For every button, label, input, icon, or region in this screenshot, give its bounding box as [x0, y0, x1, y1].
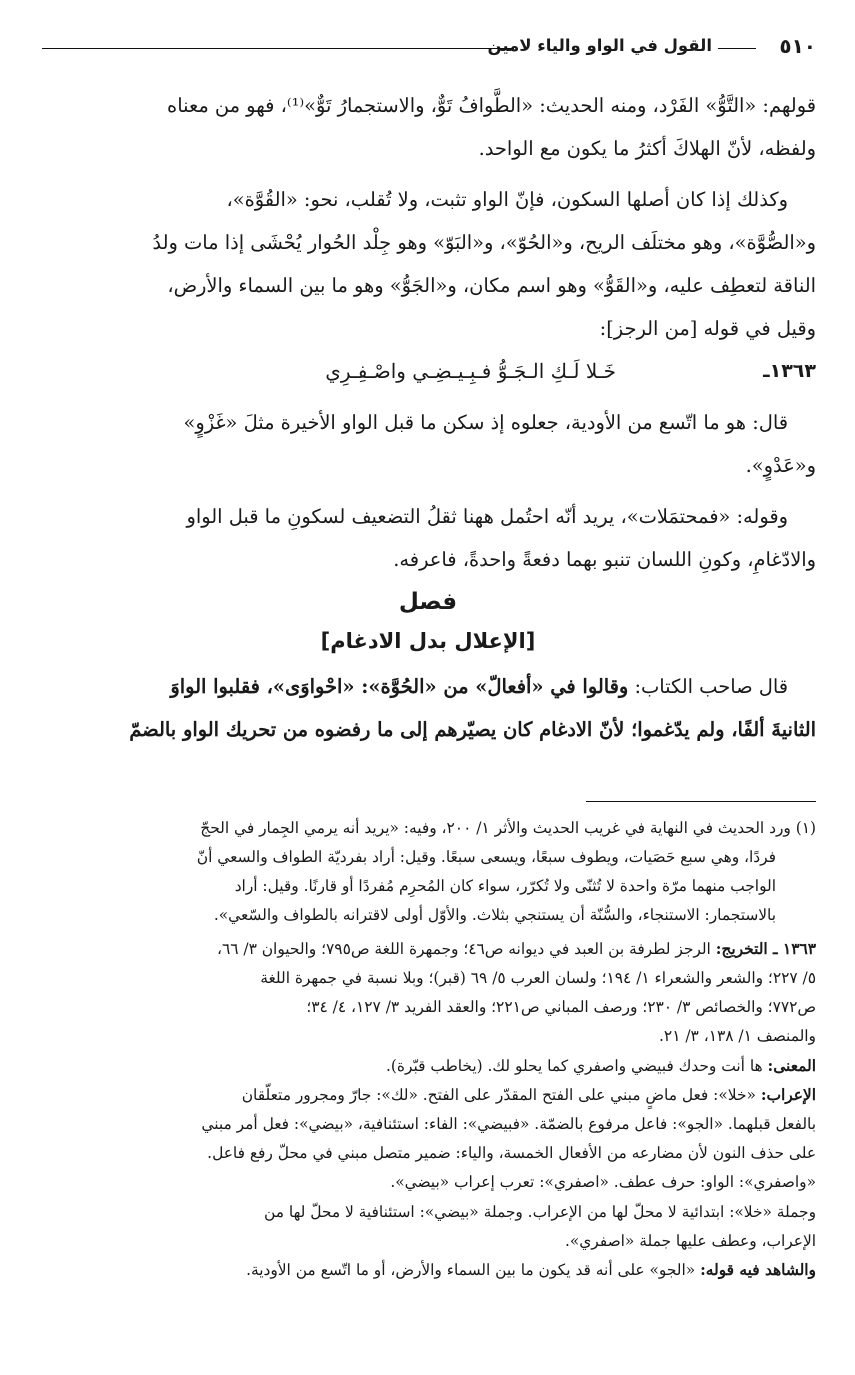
takhrij-text: الرجز لطرفة بن العبد في ديوانه ص٤٦؛ وجمهرة اللغة ص٧٩٥؛ والحيوان ٣/ ٦٦،: [216, 940, 711, 958]
text-line: قولهم: «التَّوُّ» الفَرْد، ومنه الحديث: «الطَّوافُ تَوٌّ، والاستجمارُ تَوٌّ»⁽¹⁾، فهو من معناه: [167, 94, 816, 117]
footnote-jumla: [40, 1198, 816, 1256]
text-line: و«الصُّوَّة»، وهو مختلَف الريح، و«الحُوّ»، و«البَوّ» وهو جِلْد الحُوار يُحْشَى إذا مات ولدُ: [152, 231, 816, 254]
running-header: [40, 28, 816, 72]
paragraph-3: [40, 401, 816, 487]
text-line: فردًا، وهي سبع حَصَيات، ويطوف سبعًا، ويسعى سبعًا. وقيل: أراد بفرديّة الطواف والسعي أنّ: [196, 848, 776, 866]
shahid-text: «الجو» على أنه قد يكون ما بين السماء والأرض، أو ما اتّسع من الأودية.: [246, 1261, 696, 1279]
text-line: بالفعل قبلهما. «الجو»: فاعل مرفوع بالضمّة. «فبيضي»: الفاء: استئنافية، «بيضي»: فعل أمر مبني: [201, 1115, 816, 1133]
text-line: والمنصف ١/ ١٣٨، ٣/ ٢١.: [659, 1027, 816, 1045]
text-line: الإعراب، وعطف عليها جملة «اصفري».: [564, 1232, 816, 1250]
text-line: [40, 935, 816, 964]
paragraph-4: [40, 495, 816, 581]
text-line: الثانيةَ ألفًا، ولم يدّغموا؛ لأنّ الادغام كان يصيّرهم إلى ما رفضوه من تحريك الواو بالضمّ: [129, 718, 816, 741]
section-subheading: [الإعلال بدل الادغام]: [320, 629, 536, 653]
irab-label: الإعراب:: [760, 1086, 816, 1104]
paragraph-1: [40, 84, 816, 170]
shahid-label: والشاهد فيه قوله:: [700, 1261, 816, 1279]
text-line: وقوله: «فمحتمَلات»، يريد أنّه احتُمل ههنا ثقلُ التضعيف لسكونِ ما قبل الواو: [186, 505, 788, 528]
text-line: الواجب منهما مرّة واحدة لا تُثنّى ولا تُكرّر، سواء كان المُحرِم مُفردًا أو قارنًا. وقيل: أراد: [234, 877, 776, 895]
verse-number: ١٣٦٣ـ: [763, 360, 816, 382]
verse-text: خَـلا لَـكِ الـجَـوُّ فـبِـيـضِـي واصْـفِـرِي: [325, 359, 616, 383]
takhrij-label: ١٣٦٣ ـ التخريج:: [715, 940, 816, 958]
text-line: [40, 665, 816, 708]
text-line: ٥/ ٢٢٧؛ والشعر والشعراء ١/ ١٩٤؛ ولسان العرب ٥/ ٦٩ (قبر)؛ وبلا نسبة في جمهرة اللغة: [260, 969, 816, 987]
footnote-irab: [40, 1081, 816, 1197]
page: [40, 28, 816, 1279]
text-line: على حذف النون لأن مضارعه من الأفعال الخمسة، والياء: ضمير متصل مبني في محلّ رفع فاعل.: [207, 1144, 816, 1162]
paragraph-2: [40, 178, 816, 350]
maana-text: ها أنت وحدك فبيضي واصفري كما يحلو لك. (يخاطب قبّرة).: [386, 1057, 763, 1075]
text-line: [40, 1081, 816, 1110]
footnote-maana: [40, 1052, 816, 1081]
text-line: وقيل في قوله [من الرجز]:: [599, 317, 816, 340]
section-heading: فصل: [398, 589, 458, 615]
text-line: ص٧٧٢؛ والخصائص ٣/ ٢٣٠؛ ورصف المباني ص٢٢١؛ والعقد الفريد ٣/ ١٢٧، ٤/ ٣٤؛: [306, 998, 816, 1016]
header-dash-rule: [718, 48, 756, 49]
text-line: والادّغامِ، وكونِ اللسان تنبو بهما دفعةً واحدةً، فاعرفه.: [393, 548, 816, 571]
footnote-separator: [586, 801, 816, 802]
text-line: [40, 1052, 816, 1081]
maana-label: المعنى:: [767, 1057, 816, 1075]
text-line: وجملة «خلا»: ابتدائية لا محلّ لها من الإعراب. وجملة «بيضي»: استئنافية لا محلّ لها من: [264, 1203, 816, 1221]
text-line: (١) ورد الحديث في النهاية في غريب الحديث والأثر ١/ ٢٠٠، وفيه: «يريد أنه يرمي الجِمار في الحجّ: [200, 819, 816, 837]
text-line: «واصفري»: الواو: حرف عطف. «اصفري»: تعرب إعراب «بيضي».: [390, 1173, 816, 1191]
page-number: ٥١٠: [779, 34, 816, 58]
text-line: الناقة لتعطِف عليه، و«القَوُّ» وهو اسم مكان، و«الجَوُّ» وهو ما بين السماء والأرض،: [167, 274, 816, 297]
text-line: وكذلك إذا كان أصلها السكون، فإنّ الواو تثبت، ولا تُقلب، نحو: «القُوَّة»،: [226, 188, 788, 211]
header-rule: [42, 48, 514, 49]
text-line: و«عَدْوٍ».: [745, 454, 816, 477]
irab-text: «خلا»: فعل ماضٍ مبني على الفتح المقدّر على الفتح. «لك»: جارّ ومجرور متعلّقان: [241, 1086, 756, 1104]
footnote-shahid: [40, 1256, 816, 1285]
text-line: قال: هو ما اتّسع من الأودية، جعلوه إذ سكن ما قبل الواو الأخيرة مثلَ «غَزْوٍ»: [183, 411, 788, 434]
footnote-1: [40, 814, 816, 930]
author-quote: وقالوا في «أفعالّ» من «الحُوَّة»: «احْواوَى»، فقلبوا الواوَ: [170, 675, 629, 698]
text-line: ولفظه، لأنّ الهلاكَ أكثرُ ما يكون مع الواحد.: [478, 137, 816, 160]
author-lead: قال صاحب الكتاب:: [634, 675, 788, 698]
verse-1363: [40, 350, 816, 393]
text-line: [40, 1256, 816, 1285]
footnote-takhrij: [40, 935, 816, 1051]
text-line: بالاستجمار: الاستنجاء، والسُّنّة أن يستنجي بثلاث. والأوّل أولى لاقترانه بالطواف والسّعي».: [213, 906, 776, 924]
paragraph-5: [40, 665, 816, 751]
running-title: القول في الواو والياء لامين: [487, 36, 712, 55]
